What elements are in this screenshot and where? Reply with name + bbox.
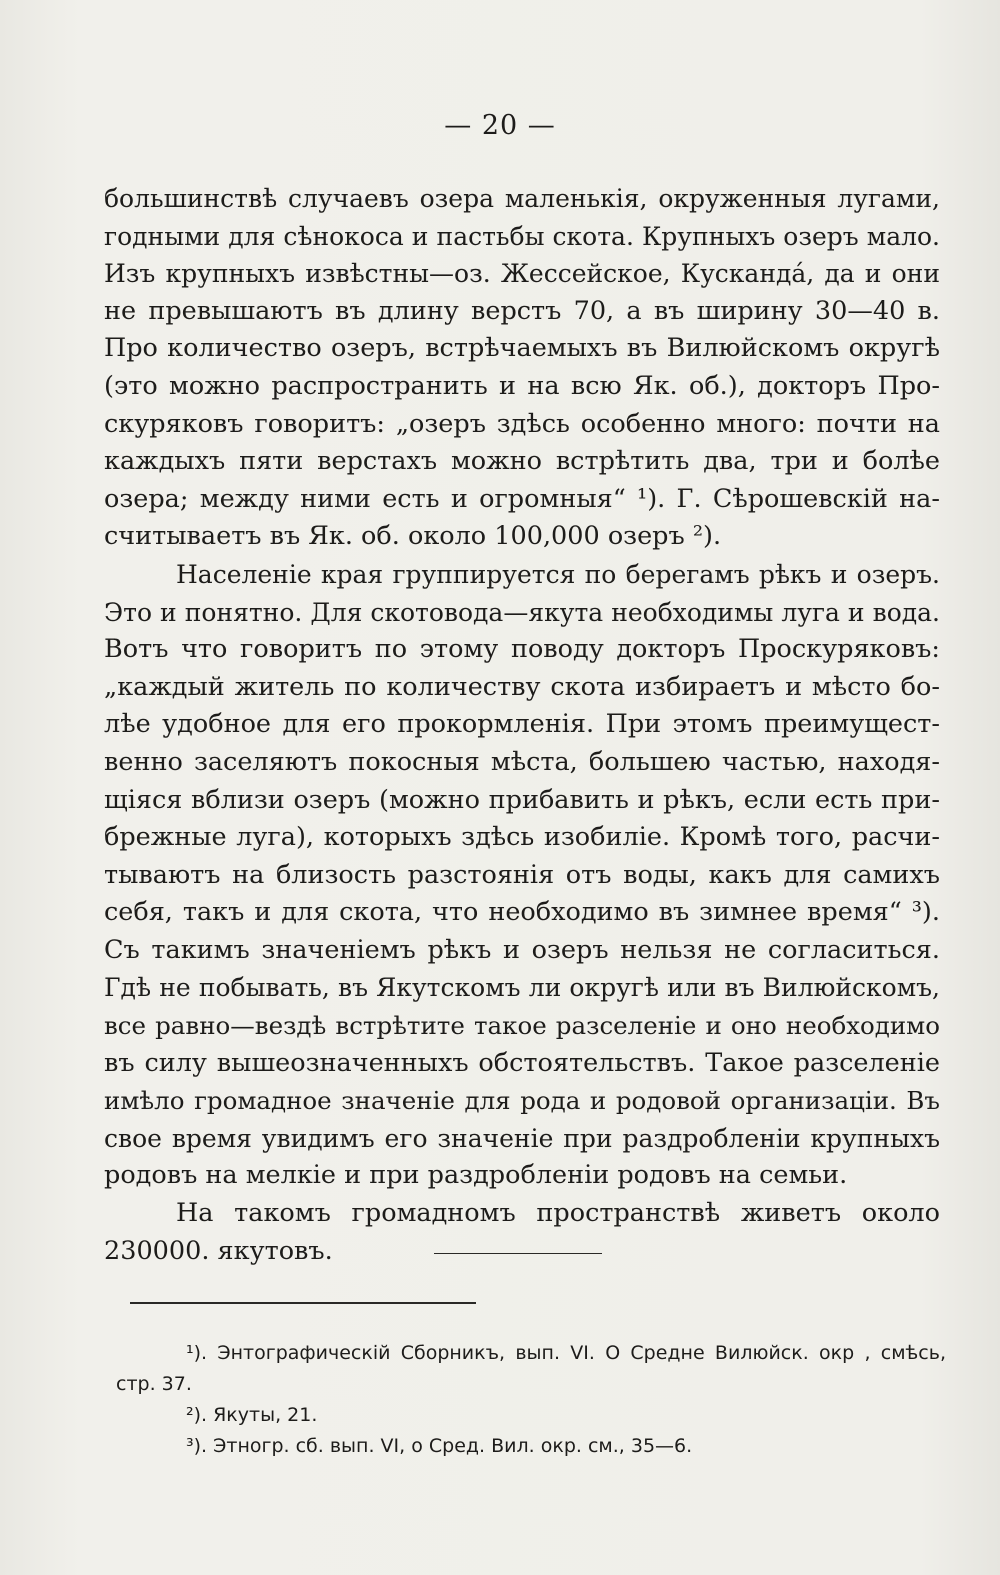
text-line: брежные луга), которыхъ здѣсь изобиліе. Кромѣ того, расчи- [104, 822, 940, 853]
text-line: имѣло громадное значеніе для рода и родовой организаціи. Въ [104, 1086, 940, 1116]
text-line: венно заселяютъ покосныя мѣста, большею частью, находя- [104, 746, 940, 777]
text-line: все равно—вездѣ встрѣтите такое разселеніе и оно необходимо [104, 1011, 940, 1041]
main-text [104, 180, 940, 1270]
text-line: годными для сѣнокоса и пастьбы скота. Крупныхъ озеръ мало. [104, 221, 940, 251]
text-line: Про количество озеръ, встрѣчаемыхъ въ Вилюйскомъ округѣ [104, 333, 940, 364]
text-line: Населеніе края группируется по берегамъ рѣкъ и озеръ. [176, 559, 940, 589]
text-line: Это и понятно. Для скотовода—якута необходимы луга и вода. [104, 597, 940, 627]
text-line: свое время увидимъ его значеніе при раздробленіи крупныхъ [104, 1123, 940, 1153]
footnotes [116, 1338, 946, 1462]
text-line: „каждый житель по количеству скота избираетъ и мѣсто бо- [104, 671, 940, 702]
text-line: Гдѣ не побывать, въ Якутскомъ ли округѣ или въ Вилюйскомъ, [104, 973, 940, 1003]
text-line: каждыхъ пяти верстахъ можно встрѣтить два, три и болѣе [104, 446, 940, 477]
text-line: На такомъ громадномъ пространствѣ живетъ около [176, 1198, 940, 1229]
text-line: считываетъ въ Як. об. около 100,000 озеръ ²). [104, 521, 722, 552]
section-divider [434, 1253, 602, 1254]
text-line: Изъ крупныхъ извѣстны—оз. Жессейское, Кускандá, да и они [104, 259, 940, 289]
footnote-3: ³). Этногр. сб. вып. VI, о Сред. Вил. окр. см., 35—6. [186, 1435, 693, 1457]
text-line: тываютъ на близость разстоянія отъ воды, какъ для самихъ [104, 859, 940, 890]
text-line: Вотъ что говоритъ по этому поводу докторъ Проскуряковъ: [104, 634, 940, 665]
text-line: (это можно распространить и на всю Як. об.), докторъ Про- [104, 370, 940, 401]
footnote-1: ¹). Энтографическій Сборникъ, вып. VI. О Средне Вилюйск. окр , смѣсь, [186, 1342, 946, 1364]
text-line: большинствѣ случаевъ озера маленькія, окруженныя лугами, [104, 184, 940, 213]
page-number: — 20 — [444, 110, 556, 141]
text-line: въ силу вышеозначенныхъ обстоятельствъ. Такое разселеніе [104, 1047, 940, 1078]
text-line: озера; между ними есть и огромныя“ ¹). Г. Сѣрошевскій на- [104, 483, 940, 514]
footnote-rule [130, 1302, 476, 1304]
text-line: Съ такимъ значеніемъ рѣкъ и озеръ нельзя не согласиться. [104, 934, 940, 965]
text-line: родовъ на мелкіе и при раздробленіи родовъ на семьи. [104, 1160, 848, 1191]
text-line: себя, такъ и для скота, что необходимо въ зимнее время“ ³). [104, 897, 940, 928]
text-line: скуряковъ говоритъ: „озеръ здѣсь особенно много: почти на [104, 408, 940, 439]
text-line: лѣе удобное для его прокормленія. При этомъ преимущест- [104, 709, 940, 740]
text-line: не превышаютъ въ длину верстъ 70, а въ ширину 30—40 в. [104, 295, 940, 326]
text-line: щіяся вблизи озеръ (можно прибавить и рѣкъ, если есть при- [104, 784, 940, 815]
footnote-1-continuation: стр. 37. [116, 1373, 192, 1395]
footnote-2: ²). Якуты, 21. [186, 1404, 318, 1426]
text-line: 230000. якутовъ. [104, 1235, 333, 1266]
